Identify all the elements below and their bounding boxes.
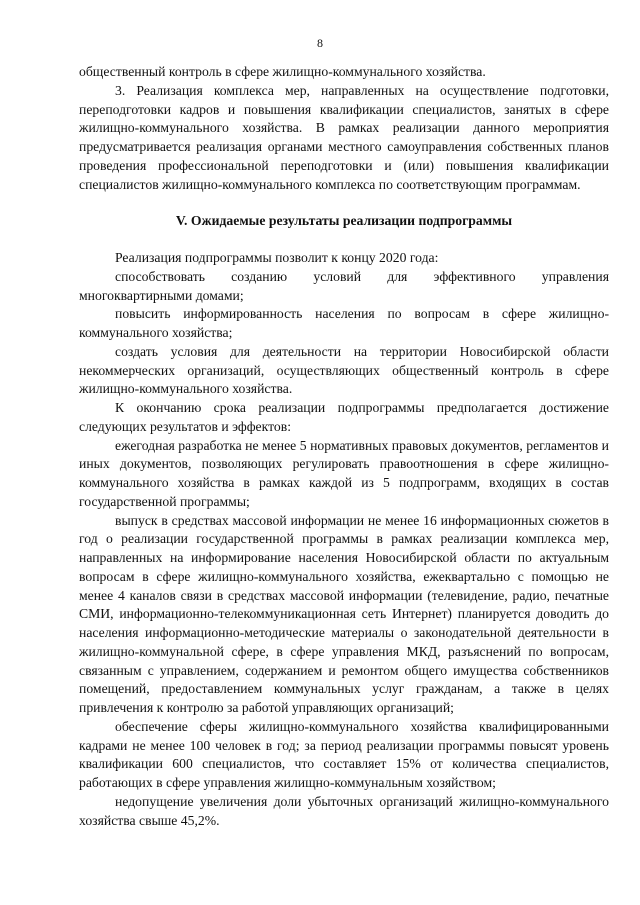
paragraph: создать условия для деятельности на территории Новосибирской области некоммерческих организаций, осуществляющих общественный контроль в сфере жилищно-коммунального хозяйства. bbox=[79, 343, 609, 397]
paragraph: ежегодная разработка не менее 5 нормативных правовых документов, регламентов и иных документов, позволяющих регулировать правоотношения в сфере жилищно-коммунального хозяйства в рамках каждой из 5 подпрограмм, входящих в состав государственной программы; bbox=[79, 437, 609, 509]
paragraph: недопущение увеличения доли убыточных организаций жилищно-коммунального хозяйства свыше 45,2%. bbox=[79, 793, 609, 828]
paragraph: выпуск в средствах массовой информации не менее 16 информационных сюжетов в год о реализации государственной программы в рамках реализации комплекса мер, направленных на информирование населения Новосибирской области по актуальным вопросам в сфере жилищно-коммунального хозяйства, ежеквартально с помощью не менее 4 каналов связи в средствах массовой информации (телевидение, радио, печатные СМИ, информационно-телекоммуникационная сеть Интернет) планируется доводить до населения информационно-методические материалы о законодательной деятельности в жилищно-коммунальной сфере, в сфере управления МКД, разъяснений по вопросам, связанным с управлением, содержанием и ремонтом общего имущества собственников помещений, предоставлением коммунальных услуг гражданам, а также в целях привлечения к контролю за работой управляющих организаций; bbox=[79, 512, 609, 715]
paragraph: 3. Реализация комплекса мер, направленных на осуществление подготовки, переподготовки кадров и повышения квалификации специалистов, занятых в сфере жилищно-коммунального хозяйства. В рамках реализации данного мероприятия предусматривается реализация органами местного самоуправления собственных планов проведения профессиональной переподготовки и (или) повышения квалификации специалистов жилищно-коммунального комплекса по соответствующим программам. bbox=[79, 82, 609, 192]
paragraph: способствовать созданию условий для эффективного управления многоквартирными домами; bbox=[79, 268, 609, 303]
paragraph: повысить информированность населения по вопросам в сфере жилищно-коммунального хозяйства; bbox=[79, 306, 609, 340]
document-body bbox=[79, 63, 609, 830]
section-heading: V. Ожидаемые результаты реализации подпрограммы bbox=[175, 213, 513, 229]
paragraph: К окончанию срока реализации подпрограммы предполагается достижение следующих результатов и эффектов: bbox=[79, 400, 609, 434]
paragraph: обеспечение сферы жилищно-коммунального хозяйства квалифицированными кадрами не менее 100 человек в год; за период реализации программы повысят уровень квалификации 600 специалистов, что составляет 15% от количества специалистов, работающих в сфере управления жилищно-коммунальным хозяйством; bbox=[79, 718, 609, 790]
paragraph: Реализация подпрограммы позволит к концу 2020 года: bbox=[115, 250, 439, 265]
page-number: 8 bbox=[317, 36, 323, 50]
paragraph: общественный контроль в сфере жилищно-коммунального хозяйства. bbox=[79, 64, 486, 79]
